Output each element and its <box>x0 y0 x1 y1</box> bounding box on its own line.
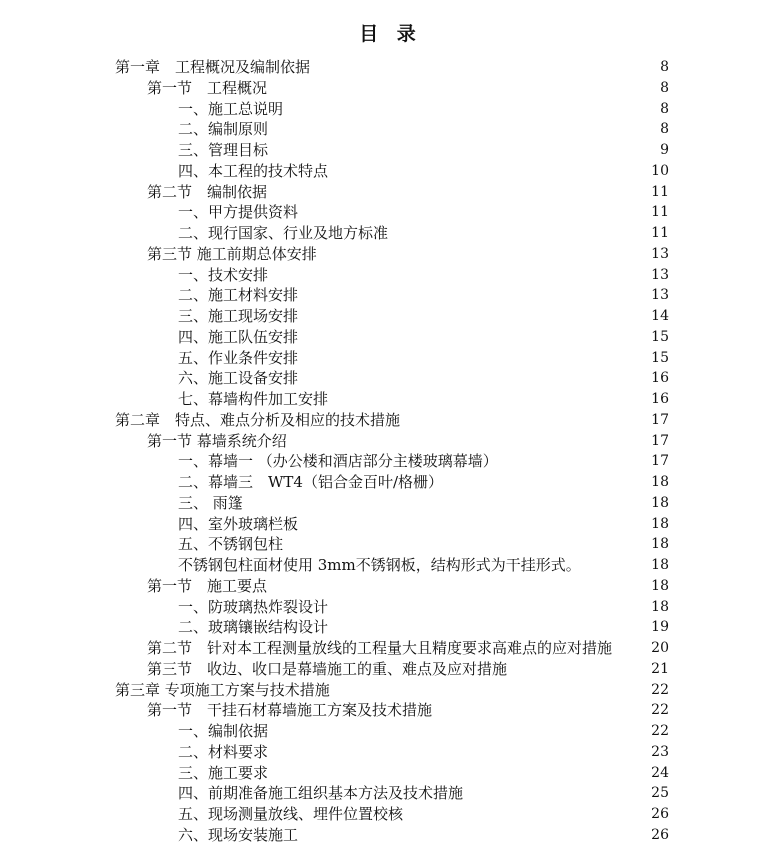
toc-entry-page-number: 8 <box>660 59 669 75</box>
toc-entry-text: 第三章 专项施工方案与技术措施 <box>115 680 330 699</box>
toc-entry-page-number: 23 <box>651 743 669 760</box>
toc-entry-page-number: 16 <box>651 391 669 407</box>
toc-entry-page-number: 19 <box>651 619 669 636</box>
table-of-contents <box>0 57 781 846</box>
toc-entry-text: 一、甲方提供资料 <box>178 203 299 222</box>
toc-entry-page-number: 26 <box>651 826 669 843</box>
toc-entry-text: 第一节 干挂石材幕墙施工方案及技术措施 <box>147 701 433 720</box>
toc-entry[interactable] <box>0 368 781 389</box>
toc-entry-page-number: 22 <box>651 702 669 719</box>
toc-entry-text: 三、管理目标 <box>178 141 269 159</box>
toc-entry[interactable] <box>0 410 781 431</box>
toc-entry-text: 二、编制原则 <box>178 120 269 139</box>
toc-entry-page-number: 18 <box>651 536 669 553</box>
toc-entry[interactable] <box>0 555 781 576</box>
toc-entry[interactable] <box>0 119 781 140</box>
toc-entry-text: 二、幕墙三 WT4（铝合金百叶/格栅） <box>178 473 444 491</box>
toc-entry-page-number: 16 <box>651 370 669 387</box>
toc-entry[interactable] <box>0 389 781 410</box>
toc-entry[interactable] <box>0 514 781 535</box>
toc-entry-text: 第一节 幕墙系统介绍 <box>147 431 287 450</box>
toc-entry-text: 第二节 编制依据 <box>147 182 268 201</box>
toc-entry[interactable] <box>0 265 781 286</box>
toc-entry[interactable] <box>0 431 781 452</box>
toc-entry-page-number: 13 <box>651 266 669 283</box>
toc-entry[interactable] <box>0 659 781 680</box>
toc-entry-page-number: 15 <box>651 349 669 366</box>
toc-entry-page-number: 18 <box>651 557 669 573</box>
toc-entry[interactable] <box>0 140 781 161</box>
toc-entry-page-number: 26 <box>651 806 669 822</box>
toc-entry-text: 不锈钢包柱面材使用 3mm不锈钢板，结构形式为干挂形式。 <box>178 556 581 574</box>
toc-entry-text: 五、不锈钢包柱 <box>178 535 284 554</box>
toc-entry-page-number: 18 <box>651 515 669 532</box>
toc-entry-text: 二、玻璃镶嵌结构设计 <box>178 618 329 637</box>
toc-entry[interactable] <box>0 451 781 472</box>
toc-entry-page-number: 18 <box>651 598 669 615</box>
toc-entry[interactable] <box>0 825 781 846</box>
toc-entry[interactable] <box>0 306 781 327</box>
toc-entry-page-number: 22 <box>651 681 669 698</box>
toc-entry[interactable] <box>0 534 781 555</box>
toc-entry[interactable] <box>0 597 781 618</box>
toc-entry[interactable] <box>0 472 781 493</box>
toc-entry[interactable] <box>0 742 781 763</box>
toc-entry-page-number: 13 <box>651 287 669 304</box>
toc-entry-text: 五、现场测量放线、埋件位置校核 <box>178 805 404 823</box>
toc-entry-text: 第三节 施工前期总体安排 <box>147 244 317 263</box>
toc-entry-page-number: 17 <box>651 411 669 428</box>
toc-entry-text: 二、现行国家、行业及地方标准 <box>178 224 389 242</box>
toc-entry[interactable] <box>0 576 781 597</box>
toc-entry-page-number: 17 <box>651 432 669 449</box>
toc-entry-text: 七、幕墙构件加工安排 <box>178 390 329 408</box>
toc-entry-text: 四、前期准备施工组织基本方法及技术措施 <box>178 784 464 803</box>
toc-entry-text: 四、施工队伍安排 <box>178 327 299 346</box>
toc-entry[interactable] <box>0 78 781 99</box>
toc-entry[interactable] <box>0 285 781 306</box>
toc-entry-text: 第一章 工程概况及编制依据 <box>115 58 311 76</box>
toc-entry-text: 一、施工总说明 <box>178 99 284 118</box>
toc-entry[interactable] <box>0 161 781 182</box>
toc-entry-page-number: 15 <box>651 328 669 345</box>
toc-entry-page-number: 25 <box>651 785 669 802</box>
toc-entry[interactable] <box>0 57 781 78</box>
toc-entry-text: 四、室外玻璃栏板 <box>178 514 299 533</box>
toc-entry[interactable] <box>0 223 781 244</box>
toc-entry-page-number: 24 <box>651 764 669 781</box>
toc-entry[interactable] <box>0 783 781 804</box>
toc-entry[interactable] <box>0 493 781 514</box>
toc-entry-page-number: 8 <box>660 100 669 117</box>
toc-entry-page-number: 18 <box>651 494 669 511</box>
toc-entry-text: 二、材料要求 <box>178 742 269 761</box>
toc-entry[interactable] <box>0 721 781 742</box>
toc-entry[interactable] <box>0 638 781 659</box>
toc-entry[interactable] <box>0 348 781 369</box>
toc-entry[interactable] <box>0 700 781 721</box>
toc-entry-text: 第一节 工程概况 <box>147 78 268 97</box>
toc-entry-page-number: 22 <box>651 723 669 739</box>
toc-entry-text: 第三节 收边、收口是幕墙施工的重、难点及应对措施 <box>147 659 508 678</box>
toc-entry-text: 一、编制依据 <box>178 722 269 740</box>
toc-entry[interactable] <box>0 244 781 265</box>
toc-entry-page-number: 17 <box>651 453 669 470</box>
toc-entry[interactable] <box>0 202 781 223</box>
toc-entry-text: 六、施工设备安排 <box>178 369 299 388</box>
toc-entry-text: 第二节 针对本工程测量放线的工程量大且精度要求高难点的应对措施 <box>147 639 613 657</box>
toc-entry-page-number: 8 <box>660 79 669 96</box>
toc-entry-text: 一、防玻璃热炸裂设计 <box>178 597 329 616</box>
toc-entry-page-number: 18 <box>651 474 669 490</box>
toc-entry-page-number: 18 <box>651 577 669 594</box>
toc-entry-page-number: 20 <box>651 640 669 656</box>
toc-entry-page-number: 21 <box>651 660 669 677</box>
toc-entry-text: 三、施工要求 <box>178 763 269 782</box>
toc-entry-text: 一、幕墙一 （办公楼和酒店部分主楼玻璃幕墙） <box>178 452 498 471</box>
toc-entry-text: 三、 雨篷 <box>178 493 243 512</box>
toc-entry-page-number: 8 <box>660 121 669 138</box>
toc-entry[interactable] <box>0 763 781 784</box>
toc-entry[interactable] <box>0 182 781 203</box>
toc-entry-text: 五、作业条件安排 <box>178 348 299 367</box>
toc-entry-page-number: 14 <box>651 308 669 324</box>
toc-entry-page-number: 11 <box>651 183 669 200</box>
toc-entry-text: 第一节 施工要点 <box>147 576 268 595</box>
toc-entry-text: 三、施工现场安排 <box>178 307 299 325</box>
toc-entry[interactable] <box>0 680 781 701</box>
toc-entry[interactable] <box>0 804 781 825</box>
toc-entry[interactable] <box>0 99 781 120</box>
toc-entry-text: 二、施工材料安排 <box>178 286 299 305</box>
toc-entry-page-number: 9 <box>660 142 669 158</box>
toc-entry-text: 第二章 特点、难点分析及相应的技术措施 <box>115 410 401 429</box>
toc-entry[interactable] <box>0 327 781 348</box>
toc-entry-page-number: 10 <box>651 162 669 179</box>
toc-entry-text: 四、本工程的技术特点 <box>178 161 329 180</box>
toc-entry-page-number: 11 <box>651 225 669 241</box>
toc-entry-text: 六、现场安装施工 <box>178 825 299 844</box>
toc-entry-text: 一、技术安排 <box>178 265 269 284</box>
toc-entry-page-number: 11 <box>651 204 669 221</box>
toc-entry-page-number: 13 <box>651 245 669 262</box>
page-title: 目 录 <box>359 23 422 45</box>
toc-entry[interactable] <box>0 617 781 638</box>
